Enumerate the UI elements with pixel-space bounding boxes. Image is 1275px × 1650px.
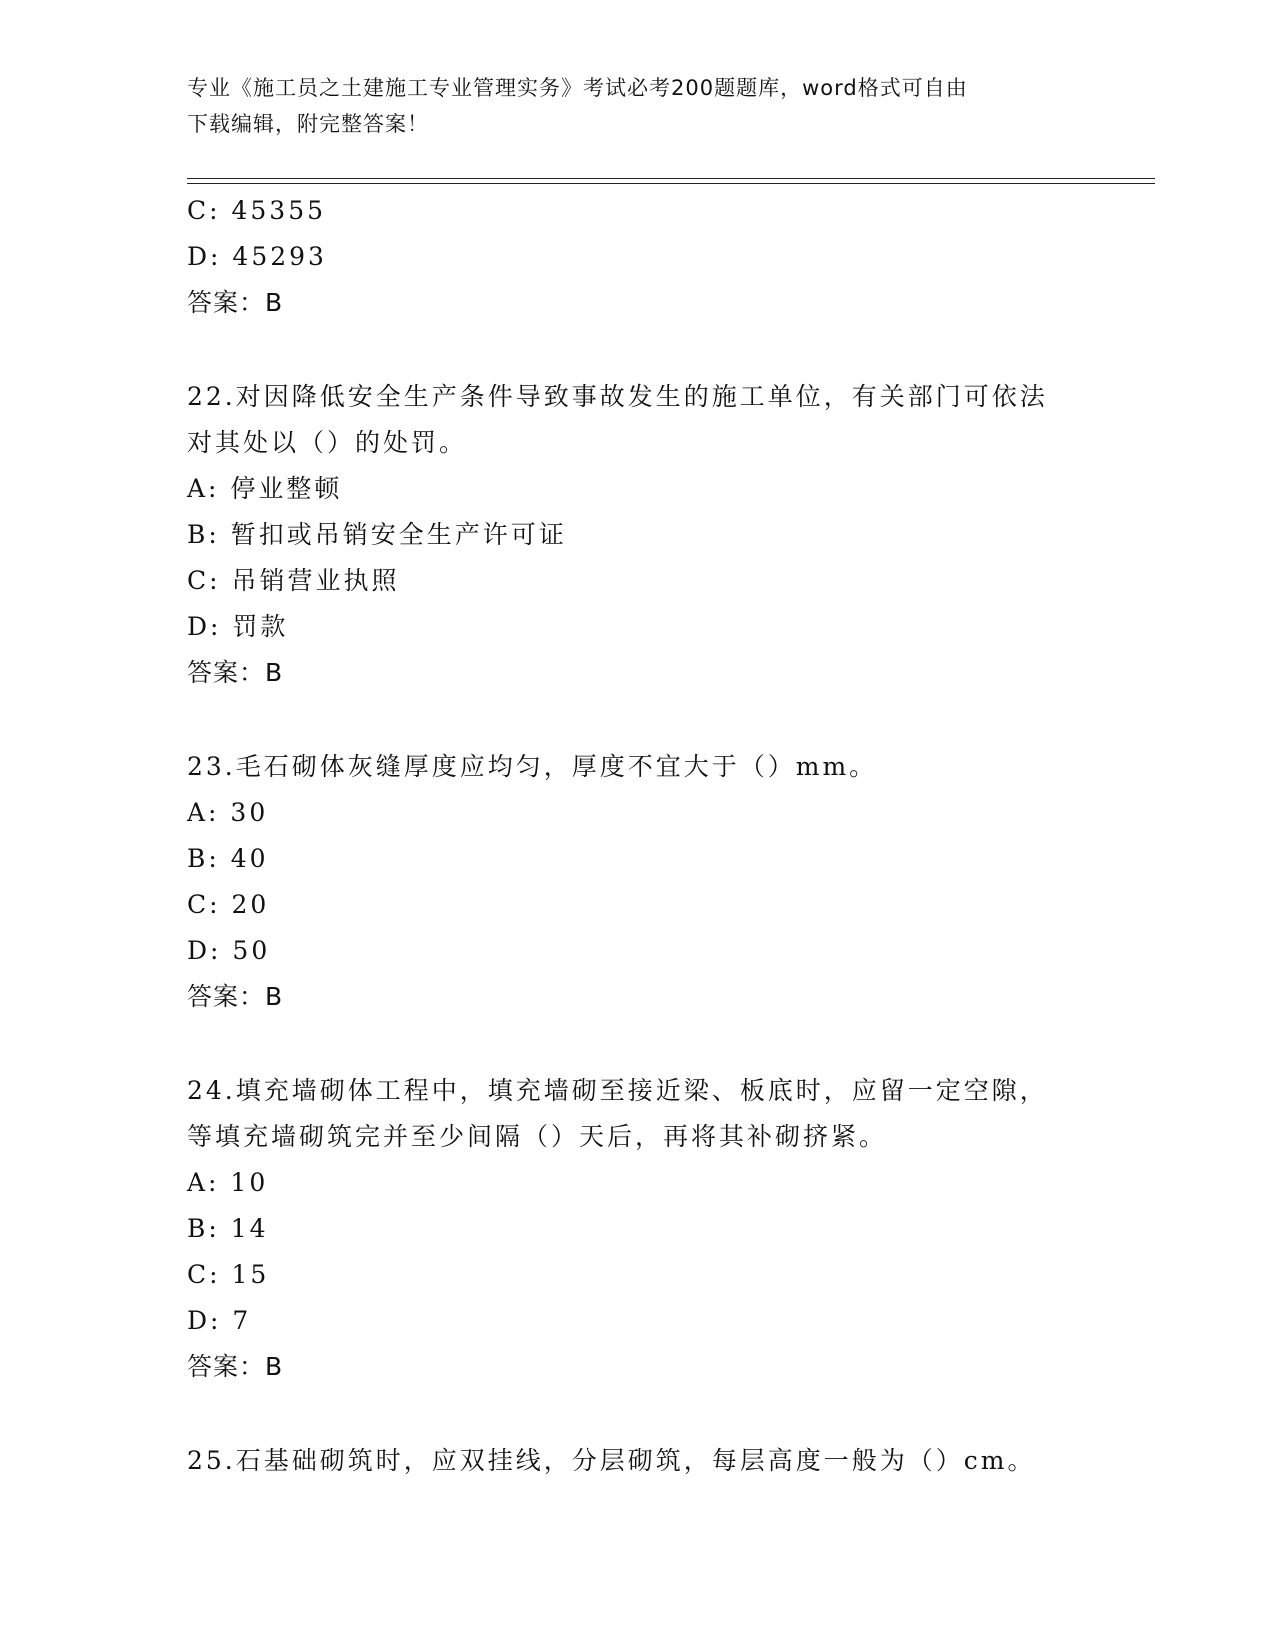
stem-line: 25.石基础砌筑时，应双挂线，分层砌筑，每层高度一般为（）cm。	[187, 1446, 1036, 1475]
option-d: D: 50	[187, 936, 271, 965]
question-24	[187, 1068, 1147, 1390]
option-c: C: 45355	[187, 196, 327, 225]
question-25	[187, 1438, 1147, 1484]
question-stem	[187, 374, 1147, 466]
question-list	[187, 188, 1147, 1484]
option-d: D: 7	[187, 1306, 252, 1335]
option-a: A: 停业整顿	[187, 474, 343, 503]
option-d: D: 45293	[187, 242, 327, 271]
option-b: B: 14	[187, 1214, 269, 1243]
option-c: C: 吊销营业执照	[187, 566, 400, 595]
option-a: A: 10	[187, 1168, 269, 1197]
option-c: C: 15	[187, 1260, 270, 1289]
header-line-1: 专业《施工员之土建施工专业管理实务》考试必考200题题库，word格式可自由	[187, 76, 968, 100]
header-line-2: 下载编辑，附完整答案！	[187, 112, 429, 136]
stem-line: 24.填充墙砌体工程中，填充墙砌至接近梁、板底时，应留一定空隙，	[187, 1076, 1048, 1105]
stem-line: 等填充墙砌筑完并至少间隔（）天后，再将其补砌挤紧。	[187, 1122, 888, 1151]
question-22	[187, 374, 1147, 696]
option-b: B: 40	[187, 844, 269, 873]
stem-line: 22.对因降低安全生产条件导致事故发生的施工单位，有关部门可依法	[187, 382, 1048, 411]
option-a: A: 30	[187, 798, 269, 827]
answer-line: 答案：B	[187, 658, 284, 687]
question-stem	[187, 1438, 1147, 1484]
question-stem	[187, 1068, 1147, 1160]
page-header	[187, 70, 1067, 142]
option-c: C: 20	[187, 890, 270, 919]
stem-line: 23.毛石砌体灰缝厚度应均匀，厚度不宜大于（）mm。	[187, 752, 878, 781]
carryover-block	[187, 188, 1147, 326]
answer-line: 答案：B	[187, 982, 284, 1011]
question-23	[187, 744, 1147, 1020]
question-stem	[187, 744, 1147, 790]
answer-line: 答案：B	[187, 1352, 284, 1381]
option-b: B: 暂扣或吊销安全生产许可证	[187, 520, 567, 549]
answer-line: 答案：B	[187, 288, 284, 317]
option-d: D: 罚款	[187, 612, 289, 641]
header-divider-top	[187, 178, 1155, 179]
stem-line: 对其处以（）的处罚。	[187, 428, 468, 457]
header-divider-bottom	[187, 183, 1155, 184]
